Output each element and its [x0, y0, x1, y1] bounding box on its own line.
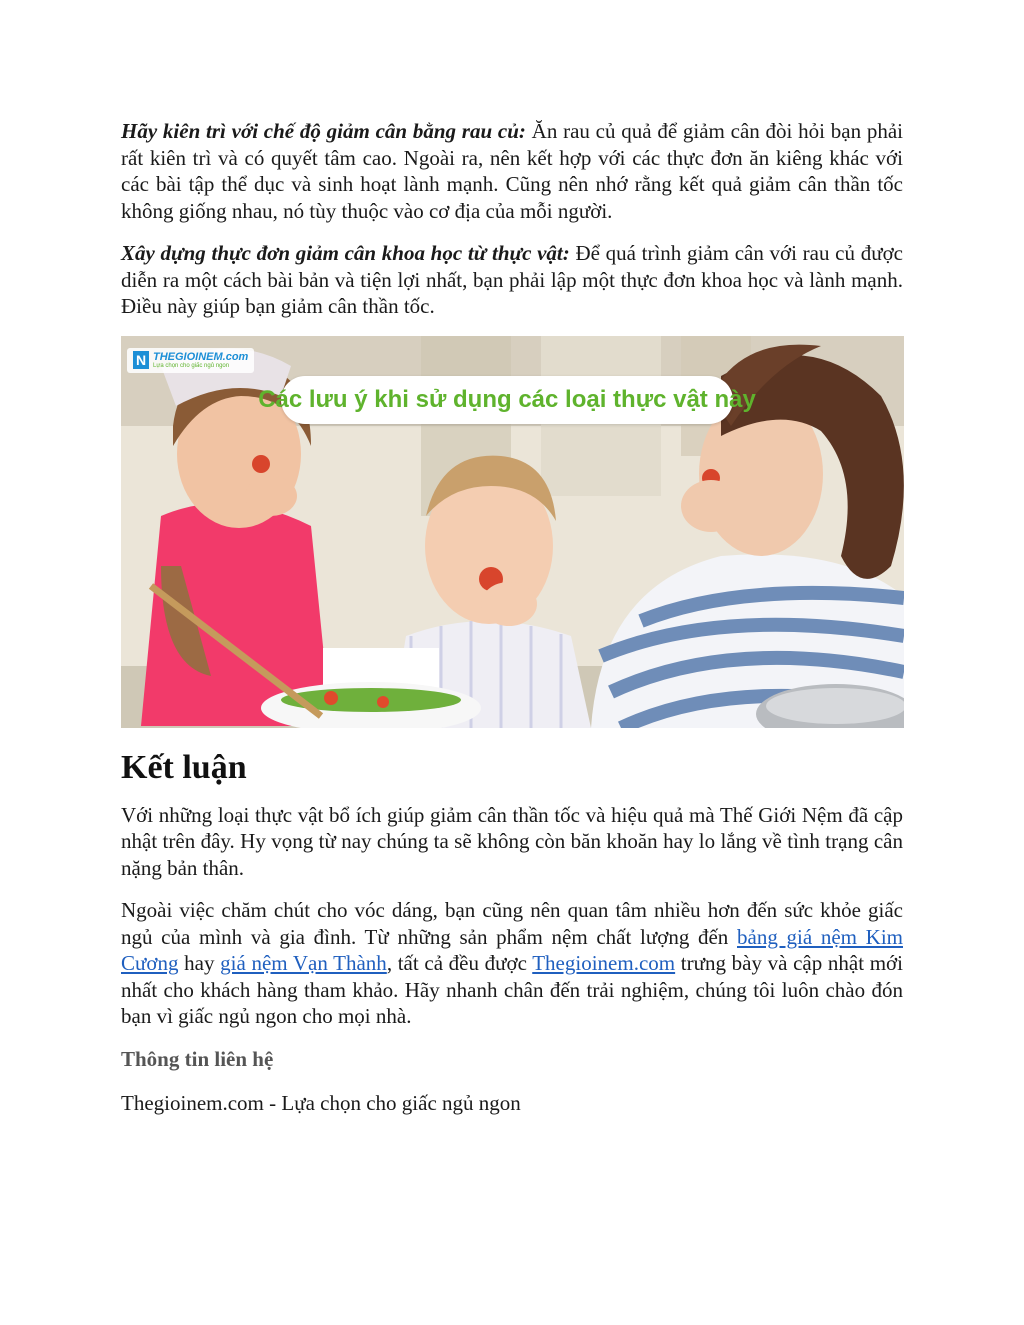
paragraph-persistence [121, 118, 903, 224]
family-eating-photo [121, 336, 904, 728]
paragraph-text: Để quá trình giảm cân với rau củ được diễn ra một cách bài bản và tiện lợi nhất, bạn phải lập một thực đơn khoa học và lành mạnh. Điều này giúp bạn giảm cân thần tốc. [121, 241, 904, 318]
logo-text: THEGIOINEM.com [153, 350, 249, 363]
link-kim-cuong[interactable]: bảng giá nệm Kim Cương [121, 924, 903, 975]
paragraph-text: Ngoài việc chăm chút cho vóc dáng, bạn cũng nên quan tâm nhiều hơn đến sức khỏe giấc ngủ của mình và gia đình. Từ những sản phẩm nệm chất lượng đến [121, 898, 903, 949]
paragraph-text: trưng bày và cập nhật mới nhất cho khách hàng tham khảo. Hãy nhanh chân đến trải nghiệm, chúng tôi luôn chào đón bạn vì giấc ngủ ngon cho mọi nhà. [121, 951, 903, 1028]
paragraph-text: Ăn rau củ quả để giảm cân đòi hỏi bạn phải rất kiên trì và có quyết tâm cao. Ngoài ra, nên kết hợp với các thực đơn ăn kiêng khác với các bài tập thể dục và sinh hoạt lành mạnh. Cũng nên nhớ rằng kết quả giảm cân thần tốc không giống nhau, nó tùy thuộc vào cơ địa của mỗi người. [121, 119, 903, 223]
paragraph-menu [121, 240, 903, 320]
paragraph-conclusion: Với những loại thực vật bổ ích giúp giảm cân thần tốc và hiệu quả mà Thế Giới Nệm đã cập nhật trên đây. Hy vọng từ nay chúng ta sẽ không còn băn khoăn hay lo lắng về tình trạng cân nặng bản thân. [121, 802, 903, 880]
paragraph-lead: Hãy kiên trì với chế độ giảm cân bằng rau củ: [121, 119, 526, 143]
contact-heading: Thông tin liên hệ [121, 1046, 274, 1071]
thegioinem-logo [127, 348, 254, 373]
link-thegioinem[interactable]: Thegioinem.com [532, 951, 676, 975]
paragraph-lead: Xây dựng thực đơn giảm cân khoa học từ thực vật: [121, 241, 570, 265]
link-van-thanh[interactable]: giá nệm Vạn Thành [220, 951, 387, 975]
paragraph-sleep [121, 897, 903, 1030]
paragraph-text: , tất cả đều được [386, 951, 533, 975]
logo-tagline: Lựa chọn cho giấc ngủ ngon [153, 362, 230, 369]
logo-n-icon: N [133, 351, 149, 369]
paragraph-text: hay [178, 951, 221, 975]
figure-banner-text: Các lưu ý khi sử dụng các loại thực vật này [258, 385, 756, 413]
figure-banner [258, 376, 756, 424]
document-page [121, 118, 903, 1117]
contact-line: Thegioinem.com - Lựa chọn cho giấc ngủ ngon [121, 1091, 521, 1115]
section-heading-conclusion: Kết luận [121, 748, 247, 786]
